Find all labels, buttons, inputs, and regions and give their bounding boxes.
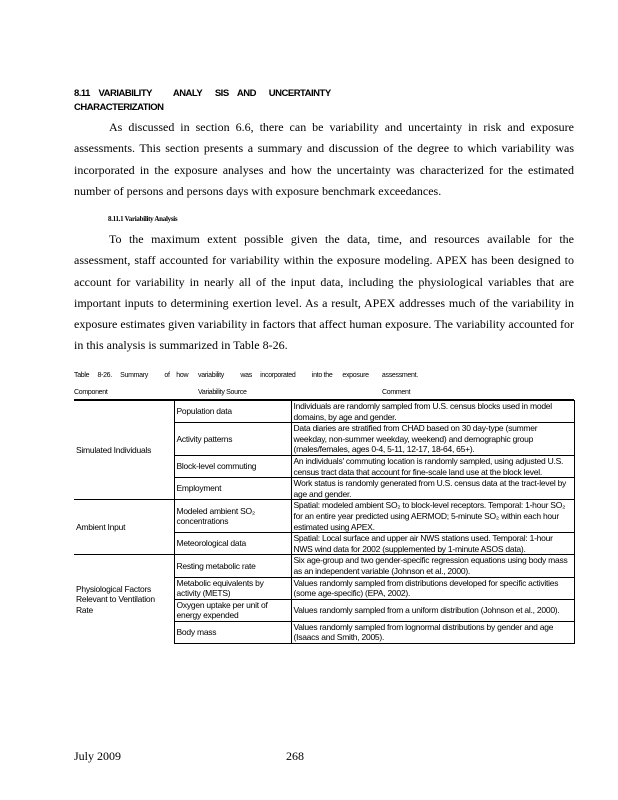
source-cell: Oxygen uptake per unit of energy expended xyxy=(174,599,291,621)
comment-cell: An individuals' commuting location is randomly sampled, using adjusted U.S. census tract data that account for fine-scale land use at the block level. xyxy=(291,455,574,477)
source-cell: Metabolic equivalents by activity (METS) xyxy=(174,577,291,599)
table-row xyxy=(74,555,574,577)
footer-date: July 2009 xyxy=(74,749,122,763)
source-cell: Modeled ambient SO₂ concentrations xyxy=(174,500,291,533)
comment-cell: Values randomly sampled from distributions developed for specific activities (some age-specific) (EPA, 2002). xyxy=(291,577,574,599)
component-cell: Physiological Factors Relevant to Ventilation Rate xyxy=(74,555,174,644)
column-header-comment: Comment xyxy=(382,389,411,396)
column-header-component: Component xyxy=(74,389,108,396)
comment-cell: Individuals are randomly sampled from U.S. census blocks used in model domains, by age and gender. xyxy=(291,401,574,423)
table-row xyxy=(74,401,574,423)
intro-paragraph: As discussed in section 6.6, there can be variability and uncertainty in risk and exposure assessments. This section presents a summary and discussion of the degree to which variability was incorporated in the exposure analyses and how the uncertainty was characterized for the estimated number of persons and persons days with exposure benchmark exceedances. xyxy=(74,120,574,198)
comment-cell: Values randomly sampled from a uniform distribution (Johnson et al., 2000). xyxy=(291,599,574,621)
comment-cell: Six age-group and two gender-specific regression equations using body mass as an independent variable (Johnson et al., 2000). xyxy=(291,555,574,577)
source-cell: Activity patterns xyxy=(174,423,291,456)
source-cell: Resting metabolic rate xyxy=(174,555,291,577)
comment-cell: Data diaries are stratified from CHAD based on 30 day-type (summer weekday, non-summer weekday, weekend) and demographic group (males/females, ages 0-4, 5-11, 12-17, 18-64, 65+). xyxy=(291,423,574,456)
comment-cell: Values randomly sampled from lognormal distributions by gender and age (Isaacs and Smith, 2005). xyxy=(291,621,574,643)
source-cell: Body mass xyxy=(174,621,291,643)
subsection-heading: 8.11.1 Variability Analysis xyxy=(108,215,178,223)
source-cell: Population data xyxy=(174,401,291,423)
comment-cell: Spatial: modeled ambient SO₂ to block-level receptors. Temporal: 1-hour SO₂ for an entire year predicted using AERMOD; 5-minute SO₂ within each hour estimated using APEX. xyxy=(291,500,574,533)
source-cell: Block-level commuting xyxy=(174,455,291,477)
table-caption: Table 8-26. Summary of how variability was incorporated into the exposure assessment. xyxy=(74,372,418,379)
column-header-variability-source: Variability Source xyxy=(198,389,247,396)
source-cell: Employment xyxy=(174,478,291,500)
section-heading: 8.11 VARIABILITY ANALY SIS AND UNCERTAINTY CHARACTERIZATION xyxy=(74,88,331,113)
component-cell: Simulated Individuals xyxy=(74,401,174,500)
comment-cell: Spatial: Local surface and upper air NWS stations used. Temporal: 1-hour NWS wind data for 2002 (supplemented by 1-minute ASOS data). xyxy=(291,533,574,555)
page-number: 268 xyxy=(286,749,304,763)
comment-cell: Work status is randomly generated from U.S. census data at the tract-level by age and gender. xyxy=(291,478,574,500)
table-row xyxy=(74,500,574,533)
component-cell: Ambient Input xyxy=(74,500,174,555)
variability-table xyxy=(74,400,575,644)
variability-paragraph: To the maximum extent possible given the data, time, and resources available for the assessment, staff accounted for variability within the exposure modeling. APEX has been designed to account for variability in nearly all of the input data, including the physiological variables that are important inputs to determining exertion level. As a result, APEX addresses much of the variability in exposure estimates given variability in factors that affect human exposure. The variability accounted for in this analysis is summarized in Table 8-26. xyxy=(74,232,574,353)
source-cell: Meteorological data xyxy=(174,533,291,555)
